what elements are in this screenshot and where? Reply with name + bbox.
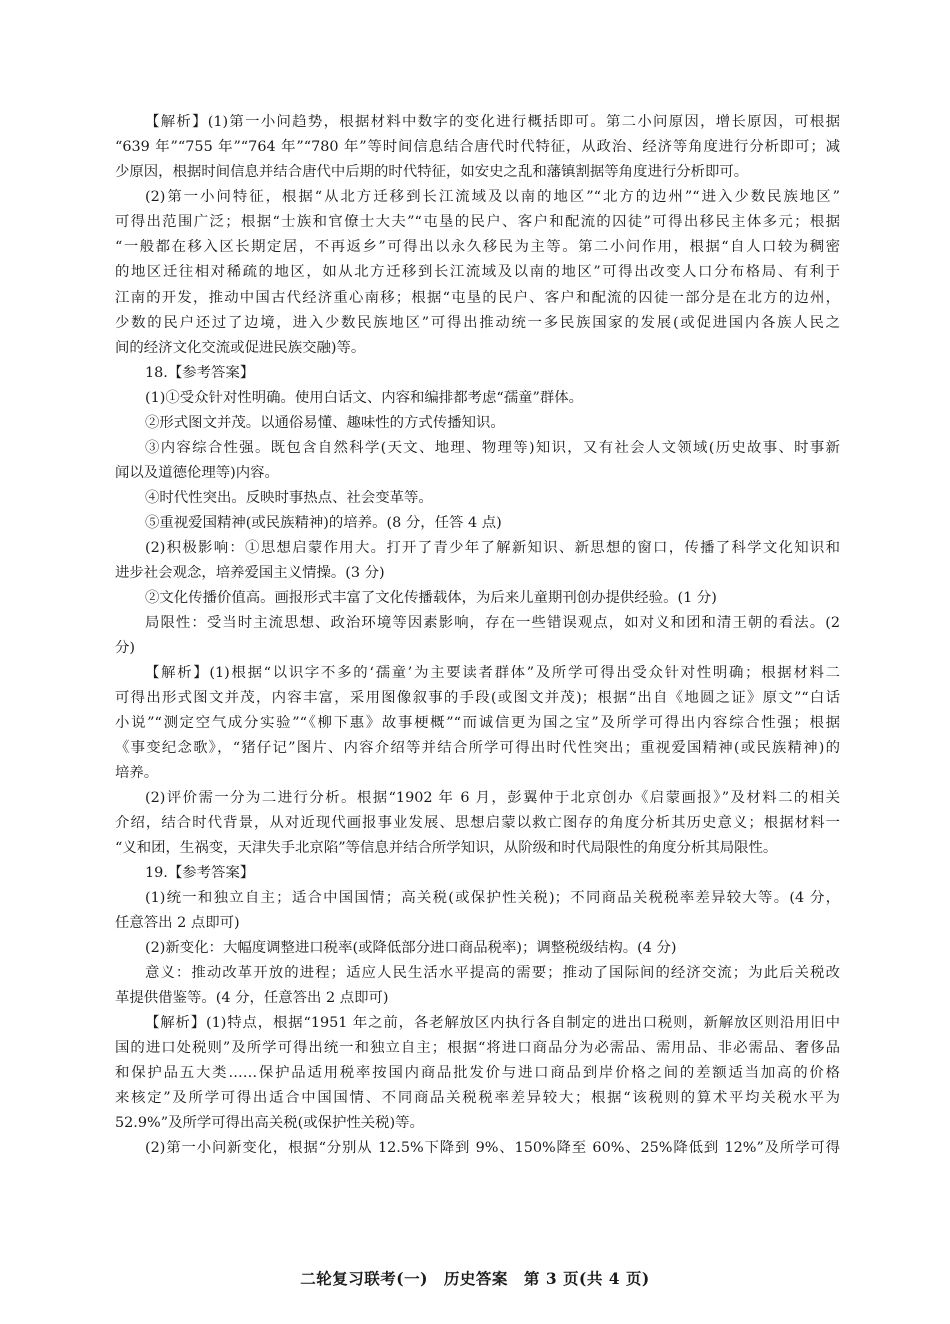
text-line: (2)评价需一分为二进行分析。根据“1902 年 6 月，彭翼仲于北京创办《启蒙画报》”及材料二的相关: [145, 790, 840, 806]
text-line: (2)积极影响：①思想启蒙作用大。打开了青少年了解新知识、新思想的窗口，传播了科学文化知识和: [145, 540, 840, 556]
text-line: 分): [115, 640, 136, 656]
text-line: 19.【参考答案】: [145, 865, 255, 881]
text-line: (1)统一和独立自主；适合中国国情；高关税(或保护性关税)；不同商品关税税率差异较大等。(4 分，: [145, 890, 840, 906]
text-line: 介绍，结合时代背景，从对近现代画报事业发展、思想启蒙以救亡图存的角度分析其历史意义；根据材料一: [115, 815, 840, 831]
text-line: “一般都在移入区长期定居，不再返乡”可得出以永久移民为主等。第二小问作用，根据“自人口较为稠密: [115, 239, 840, 255]
text-line: 闻以及道德伦理等)内容。: [115, 465, 279, 481]
text-line: 任意答出 2 点即可): [115, 915, 240, 931]
text-line: 少数的民户还过了边境，进入少数民族地区”可得出推动统一多民族国家的发展(或促进国内各族人民之: [115, 315, 840, 331]
text-line: (2)第一小问新变化，根据“分别从 12.5%下降到 9%、150%降至 60%、25%降低到 12%”及所学可得: [145, 1140, 840, 1156]
text-line: 来核定”及所学可得出适合中国国情、不同商品关税税率差异较大；根据“该税则的算术平均关税水平为: [115, 1090, 840, 1106]
text-line: “639 年”“755 年”“764 年”“780 年”等时间信息结合唐代时代特征，从政治、经济等角度进行分析即可；减: [115, 139, 840, 155]
text-line: 江南的开发，推动中国古代经济重心南移；根据“屯垦的民户、客户和配流的囚徒一部分是在北方的边州，: [115, 290, 840, 306]
text-line: ④时代性突出。反映时事热点、社会变革等。: [145, 490, 433, 506]
text-line: 【解析】(1)根据“以识字不多的‘孺童’为主要读者群体”及所学可得出受众针对性明确；根据材料二: [145, 665, 840, 681]
text-line: “义和团，生祸变，天津失手北京陷”等信息并结合所学知识，从阶级和时代局限性的角度分析其局限性。: [115, 840, 778, 856]
text-line: 国的进口处税则”及所学可得出统一和独立自主；根据“将进口商品分为必需品、需用品、非必需品、奢侈品: [115, 1040, 840, 1056]
text-line: 意义：推动改革开放的进程；适应人民生活水平提高的需要；推动了国际间的经济交流；为此后关税改: [145, 965, 840, 981]
text-line: 革提供借鉴等。(4 分，任意答出 2 点即可): [115, 990, 389, 1006]
text-line: 局限性：受当时主流思想、政治环境等因素影响，存在一些错误观点，如对义和团和清王朝的看法。(2: [145, 615, 840, 631]
text-line: 培养。: [115, 765, 159, 781]
text-line: 可得出形式图文并茂，内容丰富，采用图像叙事的手段(或图文并茂)；根据“出自《地圆之证》原文”“白话: [115, 690, 840, 706]
text-line: ③内容综合性强。既包含自然科学(天文、地理、物理等)知识，又有社会人文领域(历史故事、时事新: [145, 440, 840, 456]
text-line: 进步社会观念，培养爱国主义情操。(3 分): [115, 565, 385, 581]
text-line: 【解析】(1)特点，根据“1951 年之前，各老解放区内执行各自制定的进出口税则，新解放区则沿用旧中: [145, 1015, 840, 1031]
text-line: 的地区迁往相对稀疏的地区，如从北方迁移到长江流域及以南的地区”可得出改变人口分布格局、有利于: [115, 264, 840, 280]
text-line: (2)第一小问特征，根据“从北方迁移到长江流域及以南的地区”“北方的边州”“进入少数民族地区”: [145, 189, 840, 205]
text-line: ②文化传播价值高。画报形式丰富了文化传播载体，为后来儿童期刊创办提供经验。(1 分): [145, 590, 717, 606]
text-line: 少原因，根据时间信息并结合唐代中后期的时代特征，如安史之乱和藩镇割据等角度进行分析即可。: [115, 164, 749, 180]
text-line: 18.【参考答案】: [145, 365, 255, 381]
text-line: 《事变纪念歌》，“猪仔记”图片、内容介绍等并结合所学可得出时代性突出；重视爱国精神(或民族精神)的: [115, 740, 840, 756]
text-line: (2)新变化：大幅度调整进口税率(或降低部分进口商品税率)；调整税级结构。(4 分): [145, 940, 677, 956]
text-line: ⑤重视爱国精神(或民族精神)的培养。(8 分，任答 4 点): [145, 515, 502, 531]
page-footer: 二轮复习联考(一) 历史答案 第 3 页(共 4 页): [300, 1269, 650, 1288]
text-line: ②形式图文并茂。以通俗易懂、趣味性的方式传播知识。: [145, 415, 505, 431]
text-line: 间的经济文化交流或促进民族交融)等。: [115, 340, 366, 356]
text-line: (1)①受众针对性明确。使用白话文、内容和编排都考虑“孺童”群体。: [145, 390, 584, 406]
text-line: 52.9%”及所学可得出高关税(或保护性关税)等。: [115, 1115, 424, 1131]
text-line: 【解析】(1)第一小问趋势，根据材料中数字的变化进行概括即可。第二小问原因，增长原因，可根据: [145, 114, 840, 130]
text-line: 小说”“测定空气成分实验”“《柳下惠》故事梗概”“而诚信更为国之宝”及所学可得出内容综合性强；根据: [115, 715, 840, 731]
text-line: 可得出范围广泛；根据“士族和官僚士大夫”“屯垦的民户、客户和配流的囚徒”可得出移民主体多元；根据: [115, 214, 840, 230]
text-line: 和保护品五大类……保护品适用税率按国内商品批发价与进口商品到岸价格之间的差额适当加高的价格: [115, 1065, 840, 1081]
